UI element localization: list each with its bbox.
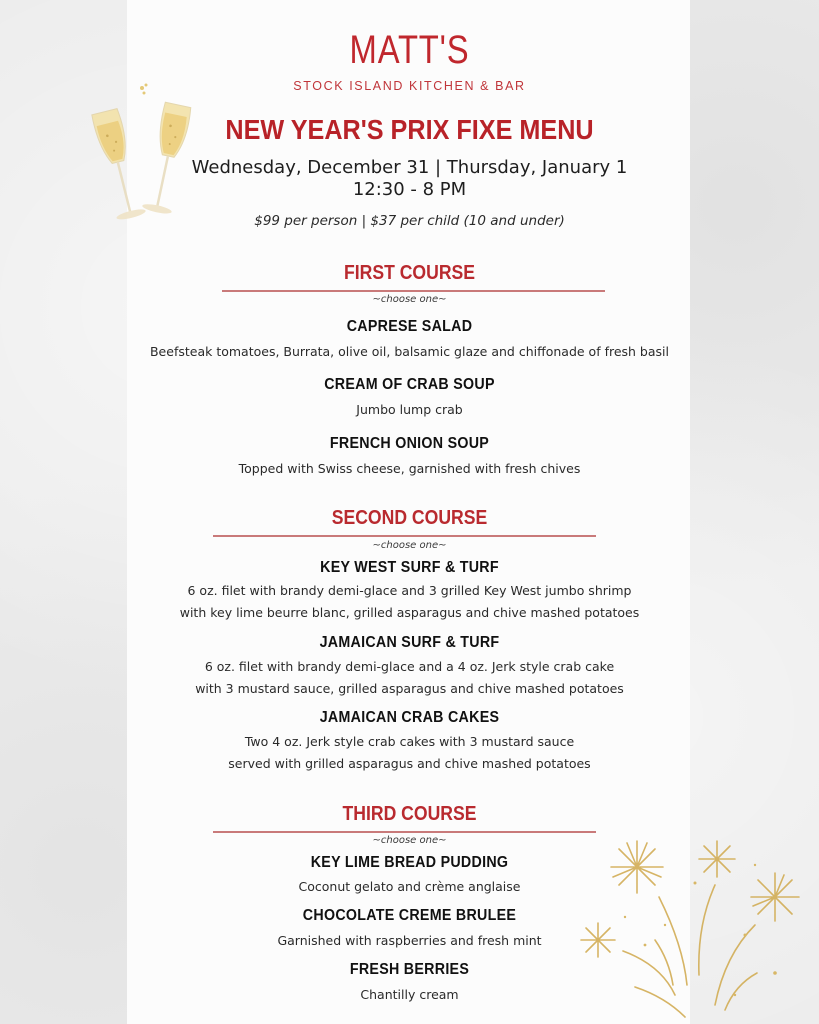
dish-name: JAMAICAN SURF & TURF xyxy=(319,634,500,651)
dish-desc: Garnished with raspberries and fresh mint xyxy=(277,933,542,948)
dish-desc xyxy=(0,580,819,624)
dish-desc: Jumbo lump crab xyxy=(356,402,463,417)
brand-subtitle: STOCK ISLAND KITCHEN & BAR xyxy=(293,79,526,93)
brand-name: MATT'S xyxy=(349,28,470,72)
dish-desc: Coconut gelato and crème anglaise xyxy=(298,879,521,894)
course-divider-second xyxy=(213,535,596,537)
dish-desc: Topped with Swiss cheese, garnished with fresh chives xyxy=(238,461,581,476)
dish-name: CHOCOLATE CREME BRULEE xyxy=(302,907,517,924)
event-dates xyxy=(0,157,819,201)
course-title-first: FIRST COURSE xyxy=(343,262,476,284)
course-divider-first xyxy=(222,290,605,292)
dish-desc-line: 6 oz. filet with brandy demi-glace and a 4 oz. Jerk style crab cake xyxy=(204,659,615,674)
event-hours: 12:30 - 8 PM xyxy=(352,179,467,200)
event-dates-line: Wednesday, December 31 | Thursday, January 1 xyxy=(191,157,628,178)
course-title-second: SECOND COURSE xyxy=(331,507,488,529)
choose-note-third: ~choose one~ xyxy=(372,835,447,846)
dish-desc-line: with 3 mustard sauce, grilled asparagus and chive mashed potatoes xyxy=(195,681,624,696)
choose-note-second: ~choose one~ xyxy=(372,540,447,551)
dish-name: FRESH BERRIES xyxy=(349,961,470,978)
page-title: NEW YEAR'S PRIX FIXE MENU xyxy=(225,114,594,145)
dish-name: CREAM OF CRAB SOUP xyxy=(324,376,495,393)
choose-note-first: ~choose one~ xyxy=(372,294,447,305)
dish-name: KEY WEST SURF & TURF xyxy=(320,559,499,576)
dish-name: CAPRESE SALAD xyxy=(346,318,473,335)
dish-desc-line: served with grilled asparagus and chive mashed potatoes xyxy=(228,756,591,771)
dish-desc: Beefsteak tomatoes, Burrata, olive oil, balsamic glaze and chiffonade of fresh basil xyxy=(149,344,669,359)
pricing-info: $99 per person | $37 per child (10 and under) xyxy=(254,213,565,229)
dish-desc xyxy=(0,731,819,775)
dish-desc: Chantilly cream xyxy=(360,987,459,1002)
dish-desc-line: Two 4 oz. Jerk style crab cakes with 3 mustard sauce xyxy=(244,734,575,749)
dish-desc-line: 6 oz. filet with brandy demi-glace and 3 grilled Key West jumbo shrimp xyxy=(187,583,632,598)
dish-name: KEY LIME BREAD PUDDING xyxy=(310,854,509,871)
course-title-third: THIRD COURSE xyxy=(342,803,477,825)
dish-name: JAMAICAN CRAB CAKES xyxy=(319,709,500,726)
dish-desc-line: with key lime beurre blanc, grilled asparagus and chive mashed potatoes xyxy=(179,605,640,620)
dish-name: FRENCH ONION SOUP xyxy=(329,435,490,452)
course-divider-third xyxy=(213,831,596,833)
dish-desc xyxy=(0,656,819,700)
